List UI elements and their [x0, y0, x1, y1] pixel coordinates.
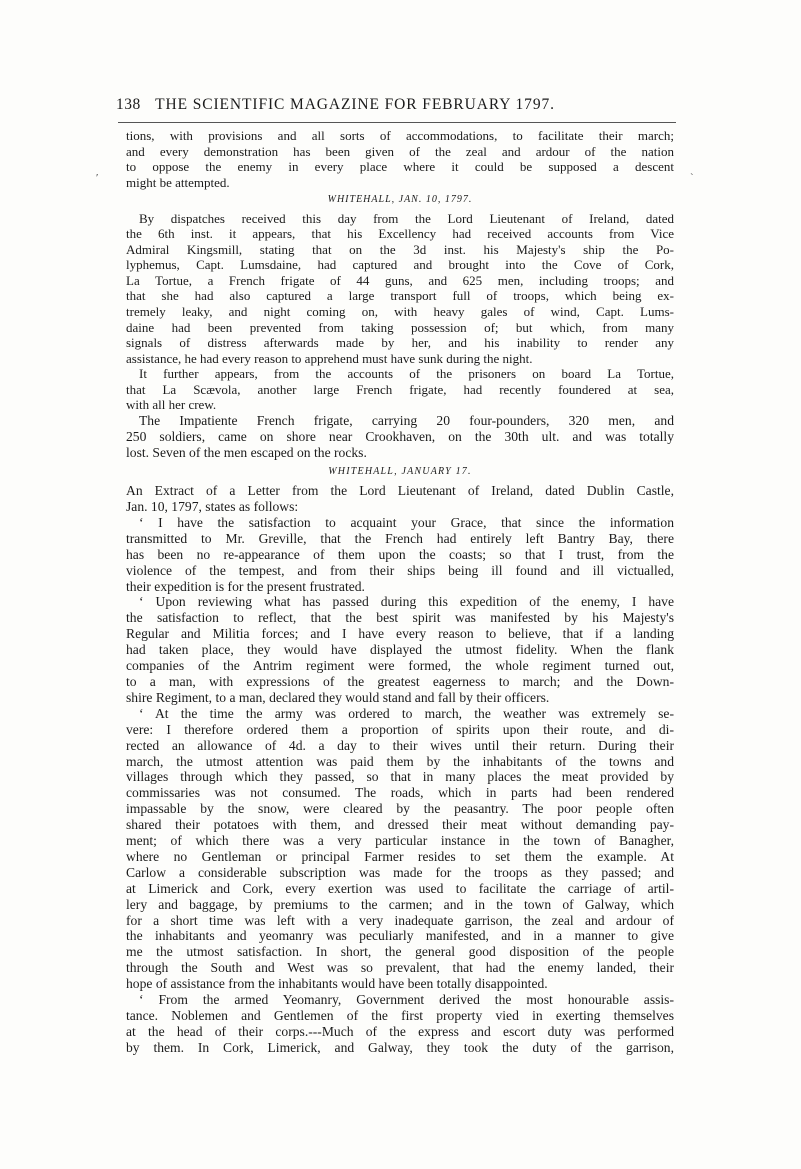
text-line: An Extract of a Letter from the Lord Lieutenant of Ireland, dated Dublin Castle, — [126, 483, 674, 499]
text-line: at Limerick and Cork, every exertion was used to facilitate the carriage of artil- — [126, 880, 674, 896]
text-line: companies of the Antrim regiment were formed, the whole regiment turned out, — [126, 658, 674, 674]
text-line: transmitted to Mr. Greville, that the French had entirely left Bantry Bay, there — [126, 530, 674, 546]
text-line: that La Scævola, another large French frigate, had recently foundered at sea, — [126, 381, 674, 397]
text-line: ment; of which there was a very particular instance in the town of Banagher, — [126, 833, 674, 849]
header-rule — [118, 122, 676, 123]
text-line: tremely leaky, and night coming on, with heavy gales of wind, Capt. Lums- — [126, 304, 674, 320]
text-line: by them. In Cork, Limerick, and Galway, they took the duty of the garrison, — [126, 1039, 674, 1055]
text-line: daine had been prevented from taking possession of; but which, from many — [126, 319, 674, 335]
text-line: at the head of their corps.---Much of the express and escort duty was performed — [126, 1023, 674, 1039]
page-header — [116, 96, 676, 118]
text-line: had taken place, they would have displayed the utmost fidelity. When the flank — [126, 642, 674, 658]
text-line: impassable by the snow, were cleared by the peasantry. The poor people often — [126, 801, 674, 817]
text-line: violence of the tempest, and from their ships being ill found and ill victualled, — [126, 562, 674, 578]
letter-intro — [126, 483, 674, 515]
text-line: tions, with provisions and all sorts of accommodations, to facilitate their march; — [126, 128, 674, 143]
text-line: By dispatches received this day from the Lord Lieutenant of Ireland, dated — [139, 210, 674, 226]
text-line: through the South and West was so prevalent, that had the enemy landed, their — [126, 960, 674, 976]
text-line: ‘ From the armed Yeomanry, Government derived the most honourable assis- — [139, 992, 674, 1008]
text-line: Carlow a considerable subscription was made for the troops as they passed; and — [126, 864, 674, 880]
text-line: It further appears, from the accounts of the prisoners on board La Tortue, — [139, 366, 674, 382]
article-body — [126, 128, 674, 1056]
text-line: to oppose the enemy in every place where it could be supposed a descent — [126, 159, 674, 175]
text-line: signals of distress afterwards made by her, and his inability to render any — [126, 335, 674, 351]
letter-paragraph-1 — [126, 515, 674, 595]
text-line: the inhabitants and yeomanry was peculiarly manifested, and in a manner to give — [126, 928, 674, 944]
text-line: lyphemus, Capt. Lumsdaine, had captured and brought into the Cove of Cork, — [126, 257, 674, 273]
text-line: their expedition is for the present frustrated. — [126, 578, 365, 594]
text-line: hope of assistance from the inhabitants would have been totally disappointed. — [126, 976, 548, 992]
dispatch-paragraph — [126, 211, 674, 366]
margin-mark: ˋ — [690, 172, 694, 184]
text-line: the satisfaction to reflect, that the best spirit was manifested by his Majesty's — [126, 610, 674, 626]
text-line: with all her crew. — [126, 397, 217, 413]
letter-paragraph-2 — [126, 594, 674, 705]
text-line: lost. Seven of the men escaped on the rocks. — [126, 444, 367, 460]
text-line: the 6th inst. it appears, that his Excellency had received accounts from Vice — [126, 226, 674, 242]
text-line: tance. Noblemen and Gentlemen of the first property vied in exerting themselves — [126, 1008, 674, 1024]
text-line: ‘ I have the satisfaction to acquaint your Grace, that since the information — [139, 514, 674, 530]
text-line: that she had also captured a large transport full of troops, which being ex- — [126, 288, 674, 304]
text-line: where no Gentleman or principal Farmer resides to set them the example. At — [126, 848, 674, 864]
text-line: lery and baggage, by premiums to the carmen; and in the town of Galway, which — [126, 896, 674, 912]
text-line: ‘ Upon reviewing what has passed during this expedition of the enemy, I have — [139, 594, 674, 610]
text-line: shire Regiment, to a man, declared they would stand and fall by their officers. — [126, 689, 550, 705]
text-line: for a short time was left with a very inadequate garrison, the zeal and ardour of — [126, 912, 674, 928]
text-line: The Impatiente French frigate, carrying 20 four-pounders, 320 men, and — [139, 412, 674, 428]
letter-paragraph-4 — [126, 992, 674, 1056]
text-line: Jan. 10, 1797, states as follows: — [126, 499, 299, 515]
dateline-jan-17: WHITEHALL, JANUARY 17. — [328, 465, 472, 477]
text-line: has been no re-appearance of them upon the coasts; so that I trust, from the — [126, 546, 674, 562]
prisoners-paragraph — [126, 366, 674, 413]
text-line: Admiral Kingsmill, stating that on the 3d inst. his Majesty's ship the Po- — [126, 241, 674, 257]
page-number: 138 — [116, 96, 141, 113]
letter-paragraph-3 — [126, 706, 674, 992]
text-line: villages through which they passed, so that in many places the meat provided by — [126, 769, 674, 785]
text-line: rected an allowance of 4d. a day to their wives until their return. During their — [126, 737, 674, 753]
text-line: march, the utmost attention was paid them by the inhabitants of the towns and — [126, 753, 674, 769]
text-line: and every demonstration has been given of the zeal and ardour of the nation — [126, 143, 674, 159]
text-line: La Tortue, a French frigate of 44 guns, and 625 men, including troops; and — [126, 272, 674, 288]
text-line: Regular and Militia forces; and I have every reason to believe, that if a landing — [126, 626, 674, 642]
text-line: 250 soldiers, came on shore near Crookhaven, on the 30th ult. and was totally — [126, 428, 674, 444]
text-line: commissaries was not consumed. The roads, which in parts had been rendered — [126, 785, 674, 801]
margin-mark: ʹ — [96, 172, 99, 184]
text-line: to a man, with expressions of the greatest eagerness to march; and the Down- — [126, 673, 674, 689]
text-line: shared their potatoes with them, and dressed their meat without demanding pay- — [126, 817, 674, 833]
text-line: me the utmost satisfaction. In short, the general good disposition of the people — [126, 944, 674, 960]
running-title: THE SCIENTIFIC MAGAZINE FOR FEBRUARY 1797. — [155, 96, 555, 113]
text-line: assistance, he had every reason to apprehend must have sunk during the night. — [126, 350, 533, 366]
text-line: might be attempted. — [126, 174, 230, 190]
opening-paragraph — [126, 128, 674, 190]
impatiente-paragraph — [126, 413, 674, 461]
text-line: vere: I therefore ordered them a proportion of spirits upon their route, and di- — [126, 721, 674, 737]
text-line: ‘ At the time the army was ordered to march, the weather was extremely se- — [139, 705, 674, 721]
dateline-jan-10: WHITEHALL, JAN. 10, 1797. — [327, 194, 473, 206]
